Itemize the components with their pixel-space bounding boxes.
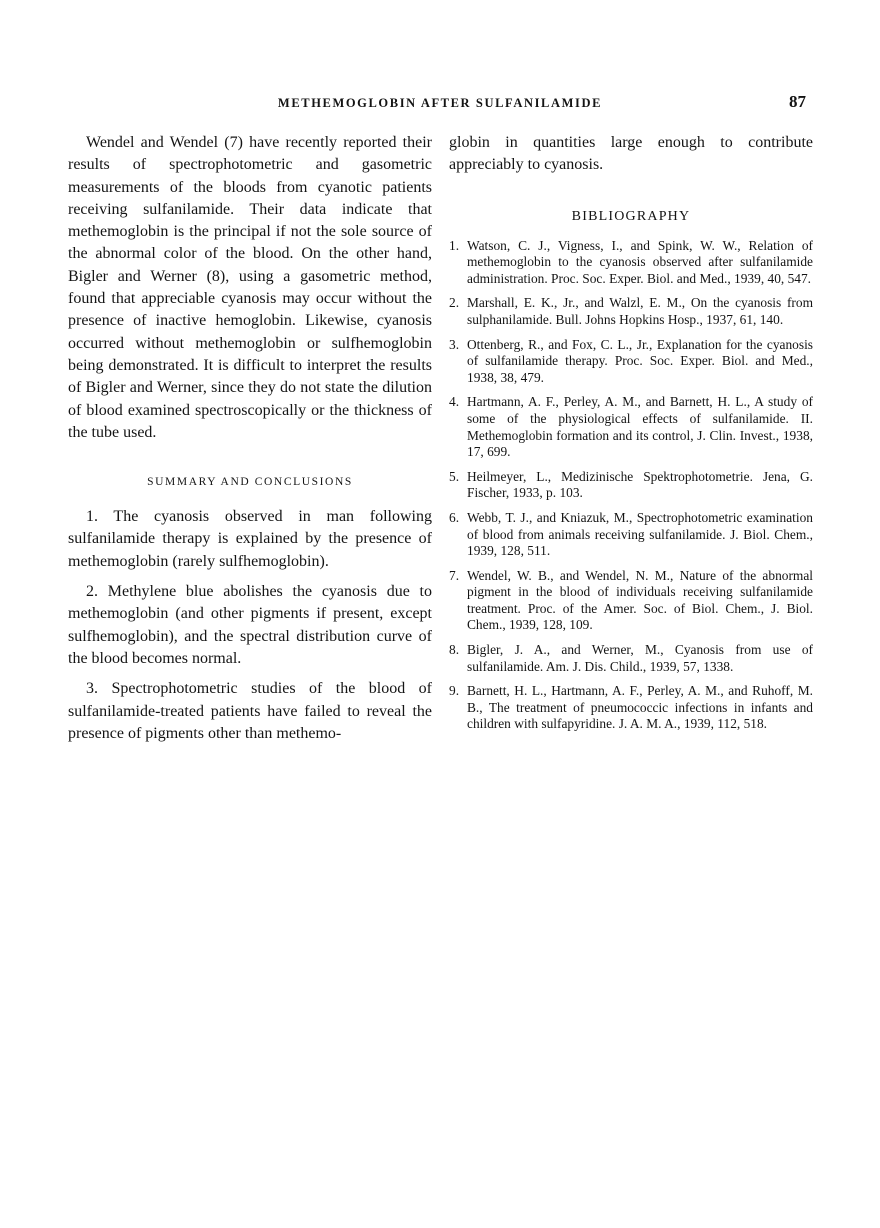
reference-item <box>449 642 813 675</box>
continuation-paragraph: globin in quantities large enough to contribute appreciably to cyanosis. <box>449 134 813 174</box>
reference-item <box>449 394 813 460</box>
reference-text: Heilmeyer, L., Medizinische Spektrophotometrie. Jena, G. Fischer, 1933, p. 103. <box>467 468 813 501</box>
conclusion-item: 2. Methylene blue abolishes the cyanosis due to methemoglobin (and other pigments if present, except sulfhemoglobin), and the spectral distribution curve of the blood becomes normal. <box>68 583 432 667</box>
bibliography-heading: BIBLIOGRAPHY <box>571 208 691 224</box>
reference-text: Webb, T. J., and Kniazuk, M., Spectrophotometric examination of blood from animals receiving sulfanilamide. J. Biol. Chem., 1939, 128, 511. <box>467 509 813 559</box>
reference-text: Bigler, J. A., and Werner, M., Cyanosis from use of sulfanilamide. Am. J. Dis. Child., 1939, 57, 1338. <box>467 642 813 674</box>
reference-text: Wendel, W. B., and Wendel, N. M., Nature of the abnormal pigment in the blood of individuals receiving sulfanilamide treatment. Proc. of the Amer. Soc. of Biol. Chem., J. Biol. Chem., 1939, 128, 109. <box>467 567 813 633</box>
reference-text: Hartmann, A. F., Perley, A. M., and Barnett, H. L., A study of some of the physiological effects of sulfanilamide. II. Methemoglobin formation and its control, J. Clin. Invest., 1938, 17, 699. <box>467 394 813 460</box>
reference-text: Marshall, E. K., Jr., and Walzl, E. M., On the cyanosis from sulphanilamide. Bull. Johns Hopkins Hosp., 1937, 61, 140. <box>467 295 813 327</box>
conclusions-list <box>68 506 432 745</box>
reference-item <box>449 238 813 288</box>
reference-text: Barnett, H. L., Hartmann, A. F., Perley, A. M., and Ruhoff, M. B., The treatment of pneumococcic infections in infants and children with sulfapyridine. J. A. M. A., 1939, 112, 518. <box>467 683 813 732</box>
reference-text: Ottenberg, R., and Fox, C. L., Jr., Explanation for the cyanosis of sulfanilamide therapy. Proc. Soc. Exper. Biol. and Med., 1938, 38, 479. <box>467 336 813 385</box>
reference-item <box>449 337 813 387</box>
reference-item <box>449 295 813 328</box>
reference-item <box>449 568 813 634</box>
page-number: 87 <box>789 92 806 111</box>
reference-item <box>449 469 813 502</box>
reference-text: Watson, C. J., Vigness, I., and Spink, W. W., Relation of methemoglobin to the cyanosis observed after sulfanilamide administration. Proc. Soc. Exper. Biol. and Med., 1939, 40, 547. <box>467 237 813 286</box>
reference-number: 6. <box>449 509 460 525</box>
reference-number: 9. <box>449 683 460 699</box>
reference-number: 3. <box>449 336 460 352</box>
intro-paragraph: Wendel and Wendel (7) have recently reported their results of spectrophotometric and gasometric measurements of the bloods from cyanotic patients receiving sulfanilamide. Their data indicate that methemoglobin is the principal if not the sole source of the abnormal color of the blood. On the other hand, Bigler and Werner (8), using a gasometric method, found that appreciable cyanosis may occur without the presence of inactive hemoglobin. Likewise, cyanosis occurred without methemoglobin or sulfhemoglobin being demonstrated. It is difficult to interpret the results of Bigler and Werner, since they do not state the dilution of blood examined spectroscopically or the thickness of the tube used. <box>68 134 432 441</box>
reference-number: 8. <box>449 642 460 658</box>
summary-heading: SUMMARY AND CONCLUSIONS <box>147 476 353 489</box>
running-header: METHEMOGLOBIN AFTER SULFANILAMIDE <box>277 96 603 110</box>
left-column <box>68 132 432 753</box>
reference-number: 2. <box>449 295 460 311</box>
conclusion-item: 1. The cyanosis observed in man following sulfanilamide therapy is explained by the presence of methemoglobin (rarely sulfhemoglobin). <box>68 508 432 570</box>
right-column <box>449 132 813 741</box>
reference-list <box>449 238 813 733</box>
reference-item <box>449 510 813 560</box>
reference-item <box>449 683 813 733</box>
reference-number: 1. <box>449 237 460 253</box>
reference-number: 5. <box>449 468 460 484</box>
reference-number: 4. <box>449 394 460 410</box>
reference-number: 7. <box>449 567 460 583</box>
conclusion-item: 3. Spectrophotometric studies of the blood of sulfanilamide-treated patients have failed to reveal the presence of pigments other than methemo- <box>68 680 432 742</box>
